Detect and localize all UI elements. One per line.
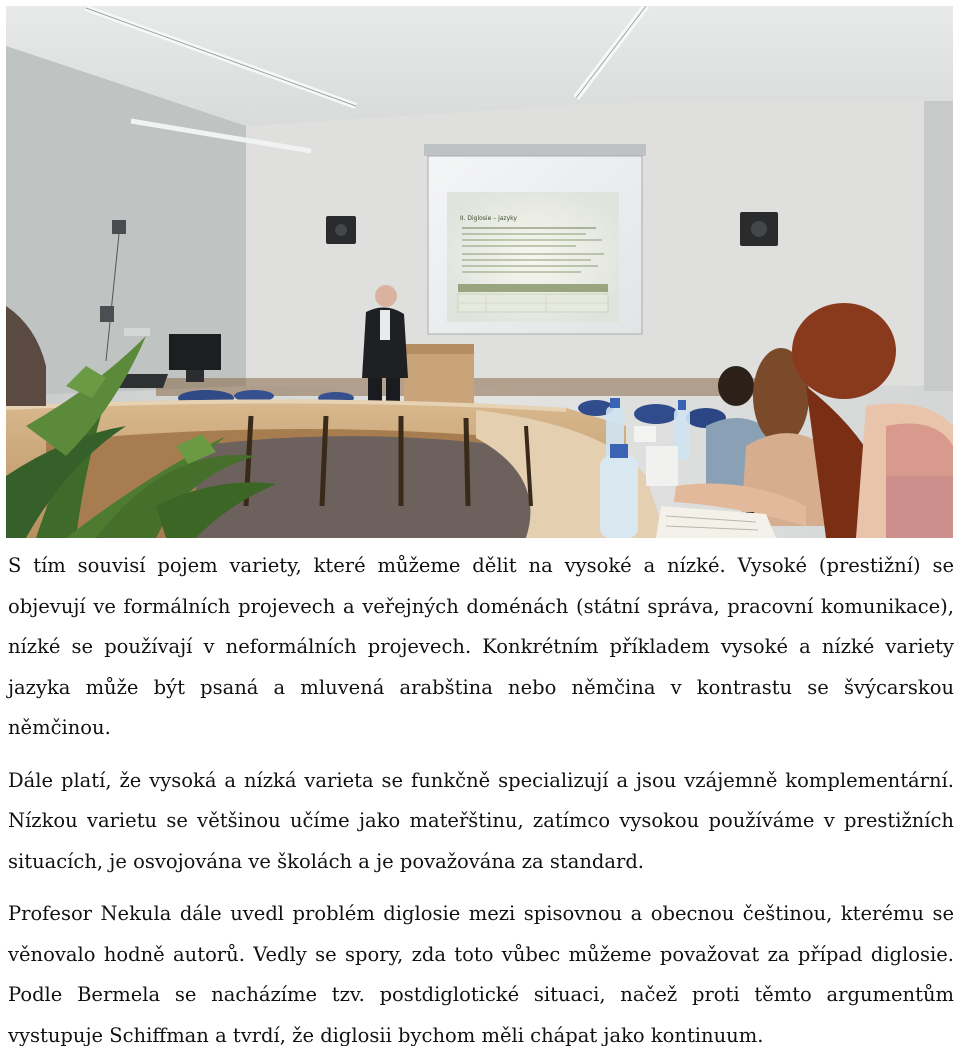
lecture-photo xyxy=(6,6,953,538)
paragraph-specialization: Dále platí, že vysoká a nízká varieta se funkčně specializují a jsou vzájemně komplementární. Nízkou varietu se většinou učíme jako mateřštinu, zatímco vysokou používáme v prestižních situacích, je osvojována ve školách a je považována za standard. xyxy=(8,768,954,873)
presenter-head xyxy=(375,285,397,307)
screen-housing xyxy=(424,144,646,156)
monitor xyxy=(169,334,221,370)
student-1-head xyxy=(718,366,754,406)
paragraph-nekula: Profesor Nekula dále uvedl problém diglosie mezi spisovnou a obecnou češtinou, kterému se věnovalo hodně autorů. Vedly se spory, zda toto vůbec můžeme považovat za případ diglosie. Podle Bermela se nacházíme tzv. postdiglotické situaci, načež proti těmto argumentům vystupuje Schiffman a tvrdí, že diglosii bychom měli chápat jako kontinuum. xyxy=(8,902,954,1046)
student-3-hair xyxy=(792,303,896,399)
paragraph-variety: S tím souvisí pojem variety, které můžeme dělit na vysoké a nízké. Vysoké (prestižní) se objevují ve formálních projevech a veřejných doménách (státní správa, pracovní komunikace), nízké se používají v neformálních projevech. Konkrétním příkladem vysoké a nízké variety jazyka může být psaná a mluvená arabština nebo němčina v kontrastu se švýcarskou němčinou. xyxy=(8,554,954,739)
article-text xyxy=(8,546,954,1046)
slide-heading: II. Diglosie – jazyky xyxy=(460,215,517,222)
cup xyxy=(646,446,678,486)
